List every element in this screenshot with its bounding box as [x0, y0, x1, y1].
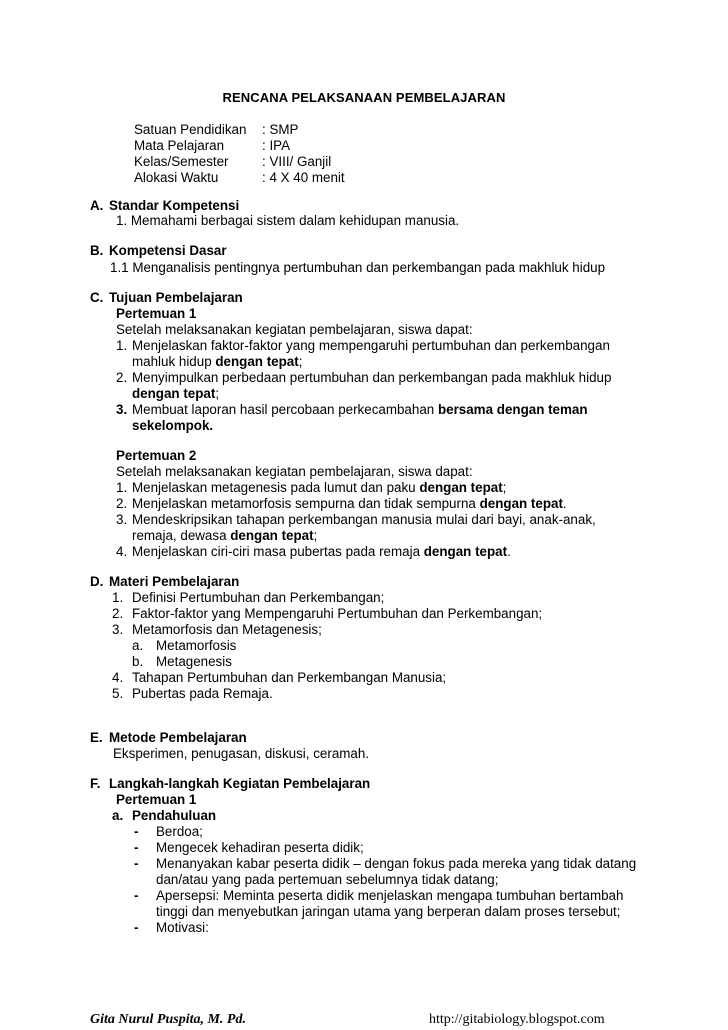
- section-a-heading: Standar Kompetensi: [109, 198, 240, 213]
- bullet-dash: -: [134, 856, 139, 871]
- section-e-heading: Metode Pembelajaran: [109, 730, 247, 745]
- objective-text-continued: mahluk hidup dengan tepat;: [132, 354, 303, 369]
- identity-value: : SMP: [262, 122, 299, 137]
- objective-text: Menjelaskan metamorfosis sempurna dan tidak sempurna dengan tepat.: [132, 496, 567, 511]
- footer-author: Gita Nurul Puspita, M. Pd.: [90, 1012, 246, 1027]
- objective-text: Menyimpulkan perbedaan pertumbuhan dan perkembangan pada makhluk hidup: [132, 370, 612, 385]
- objective-number: 2.: [116, 370, 128, 385]
- activity-subsection-title: Pendahuluan: [132, 808, 217, 823]
- section-c-heading: Tujuan Pembelajaran: [109, 290, 243, 305]
- meeting-1-intro: Setelah melaksanakan kegiatan pembelajaran, siswa dapat:: [116, 322, 473, 337]
- identity-label: Alokasi Waktu: [134, 170, 219, 185]
- objective-number: 2.: [116, 496, 128, 511]
- section-e-letter: E.: [90, 730, 103, 745]
- bullet-text: Mengecek kehadiran peserta didik;: [156, 840, 364, 855]
- bullet-text-continued: tinggi dan menyebutkan jaringan utama yang berperan dalam proses tersebut;: [156, 904, 621, 919]
- bullet-text-continued: dan/atau yang pada pertemuan sebelumnya tidak datang;: [156, 872, 499, 887]
- bullet-dash: -: [134, 920, 139, 935]
- identity-value: : VIII/ Ganjil: [262, 154, 332, 169]
- section-f-letter: F.: [90, 776, 101, 791]
- activity-subsection-letter: a.: [112, 808, 124, 823]
- identity-label: Mata Pelajaran: [134, 138, 225, 153]
- section-a-item: 1. Memahami berbagai sistem dalam kehidupan manusia.: [116, 213, 460, 228]
- materi-subitem: Metagenesis: [156, 654, 232, 669]
- objective-text-continued: sekelompok.: [132, 418, 214, 433]
- materi-subitem-letter: a.: [132, 638, 144, 653]
- document-title: RENCANA PELAKSANAAN PEMBELAJARAN: [222, 90, 506, 105]
- bullet-text: Menanyakan kabar peserta didik – dengan fokus pada mereka yang tidak datang: [156, 856, 637, 871]
- identity-label: Satuan Pendidikan: [134, 122, 247, 137]
- materi-item: Metamorfosis dan Metagenesis;: [132, 622, 322, 637]
- bullet-dash: -: [134, 840, 139, 855]
- objective-number: 1.: [116, 338, 128, 353]
- objective-text: Menjelaskan metagenesis pada lumut dan paku dengan tepat;: [132, 480, 507, 495]
- objective-text: Membuat laporan hasil percobaan perkecambahan bersama dengan teman: [132, 402, 588, 417]
- objective-text: Mendeskripsikan tahapan perkembangan manusia mulai dari bayi, anak-anak,: [132, 512, 596, 527]
- identity-value: : IPA: [262, 138, 291, 153]
- materi-number: 1.: [112, 590, 124, 605]
- objective-text-continued: dengan tepat;: [132, 386, 220, 401]
- section-a-letter: A.: [90, 198, 104, 213]
- section-f-heading: Langkah-langkah Kegiatan Pembelajaran: [109, 776, 371, 791]
- materi-item: Faktor-faktor yang Mempengaruhi Pertumbuhan dan Perkembangan;: [132, 606, 543, 621]
- bullet-text: Berdoa;: [156, 824, 203, 839]
- objective-number: 3.: [116, 512, 128, 527]
- materi-number: 3.: [112, 622, 124, 637]
- bullet-dash: -: [134, 824, 139, 839]
- section-d-letter: D.: [90, 574, 104, 589]
- section-b-letter: B.: [90, 243, 104, 258]
- bullet-text: Apersepsi: Meminta peserta didik menjelaskan mengapa tumbuhan bertambah: [156, 888, 624, 903]
- materi-item: Definisi Pertumbuhan dan Perkembangan;: [132, 590, 385, 605]
- section-b-item: 1.1 Menganalisis pentingnya pertumbuhan dan perkembangan pada makhluk hidup: [110, 260, 606, 275]
- section-c-letter: C.: [90, 290, 104, 305]
- meeting-2-intro: Setelah melaksanakan kegiatan pembelajaran, siswa dapat:: [116, 464, 473, 479]
- materi-subitem: Metamorfosis: [156, 638, 237, 653]
- materi-item: Tahapan Pertumbuhan dan Perkembangan Manusia;: [132, 670, 447, 685]
- objective-text: Menjelaskan faktor-faktor yang mempengaruhi pertumbuhan dan perkembangan: [132, 338, 610, 353]
- objective-text: Menjelaskan ciri-ciri masa pubertas pada remaja dengan tepat.: [132, 544, 511, 559]
- meeting-1-title: Pertemuan 1: [116, 306, 197, 321]
- identity-value: : 4 X 40 menit: [262, 170, 345, 185]
- materi-item: Pubertas pada Remaja.: [132, 686, 273, 701]
- bullet-text: Motivasi:: [156, 920, 209, 935]
- materi-subitem-letter: b.: [132, 654, 144, 669]
- activity-meeting-title: Pertemuan 1: [116, 792, 197, 807]
- objective-text-continued: remaja, dewasa dengan tepat;: [132, 528, 318, 543]
- meeting-2-title: Pertemuan 2: [116, 448, 197, 463]
- bullet-dash: -: [134, 888, 139, 903]
- section-b-heading: Kompetensi Dasar: [109, 243, 227, 258]
- objective-number: 1.: [116, 480, 128, 495]
- footer-url: http://gitabiology.blogspot.com: [429, 1012, 605, 1027]
- section-e-text: Eksperimen, penugasan, diskusi, ceramah.: [113, 746, 370, 761]
- materi-number: 5.: [112, 686, 124, 701]
- materi-number: 4.: [112, 670, 124, 685]
- section-d-heading: Materi Pembelajaran: [109, 574, 240, 589]
- objective-number: 4.: [116, 544, 128, 559]
- objective-number: 3.: [116, 402, 128, 417]
- materi-number: 2.: [112, 606, 124, 621]
- identity-label: Kelas/Semester: [134, 154, 229, 169]
